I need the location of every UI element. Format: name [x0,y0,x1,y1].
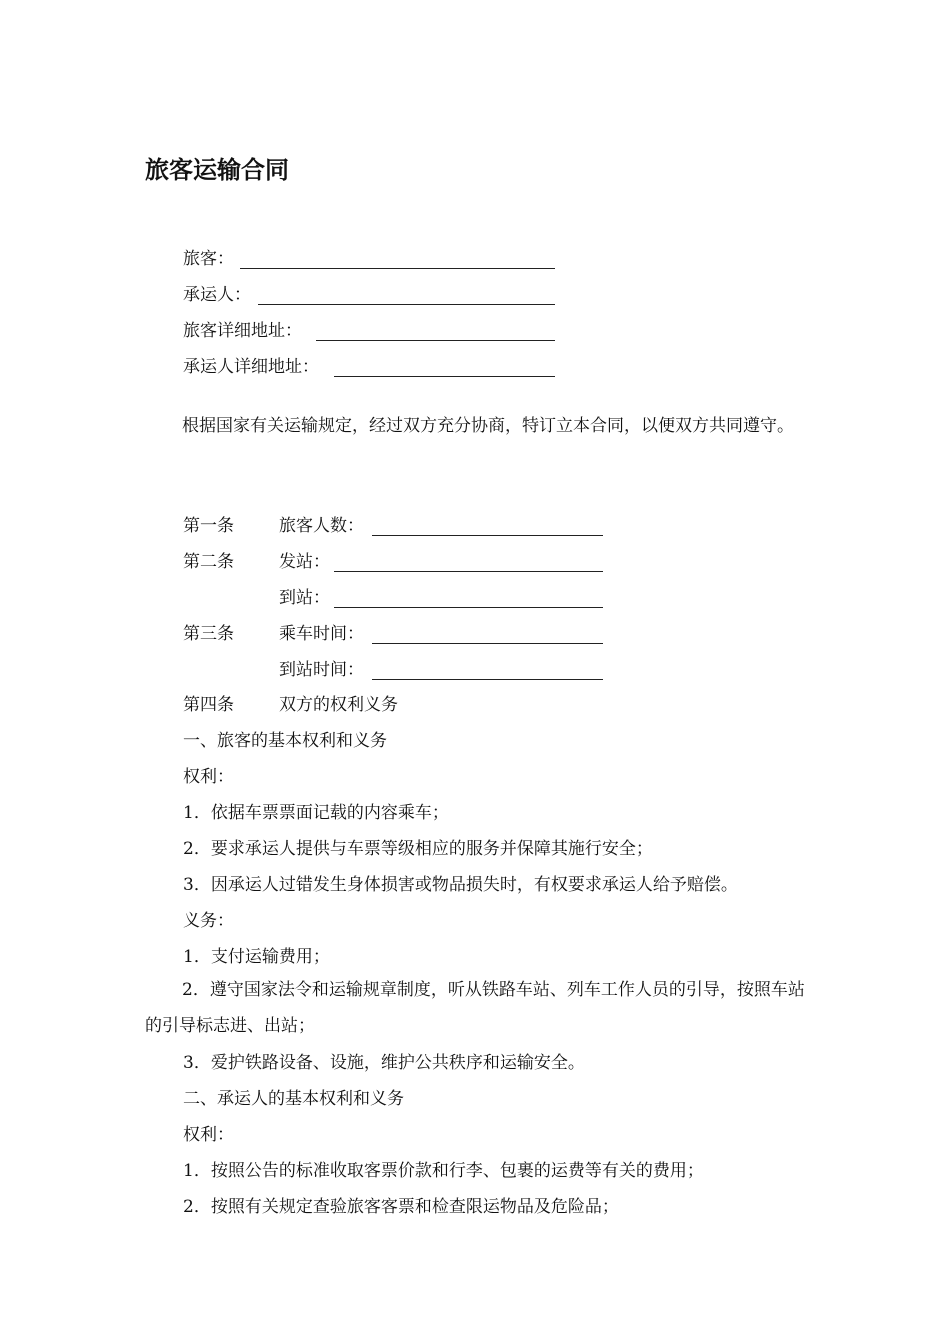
passenger-address-blank[interactable] [316,340,555,341]
carrier-blank[interactable] [258,304,555,305]
boarding-time-label: 乘车时间： [279,624,364,644]
carrier-address-label: 承运人详细地址： [183,357,319,377]
section-2-rights-label: 权利： [183,1125,234,1145]
arrival-station-blank[interactable] [334,607,603,608]
preamble: 根据国家有关运输规定，经过双方充分协商，特订立本合同，以便双方共同遵守。 [182,416,794,436]
section-1-rights-label: 权利： [183,767,234,787]
carrier-right-2: 2．按照有关规定查验旅客客票和检查限运物品及危险品； [183,1197,619,1217]
carrier-label: 承运人： [183,285,251,305]
passenger-duty-1: 1．支付运输费用； [183,947,330,967]
arrival-station-label: 到站： [279,588,330,608]
passenger-duty-2: 2．遵守国家法令和运输规章制度，听从铁路车站、列车工作人员的引导，按照车站的引导标志进、出站； [145,980,805,1036]
departure-station-blank[interactable] [334,571,603,572]
section-1-duties-label: 义务： [183,911,234,931]
article-4-title: 双方的权利义务 [279,695,398,715]
passenger-right-2: 2．要求承运人提供与车票等级相应的服务并保障其施行安全； [183,839,653,859]
departure-station-label: 发站： [279,552,330,572]
carrier-right-1: 1．按照公告的标准收取客票价款和行李、包裹的运费等有关的费用； [183,1161,704,1181]
section-2-heading: 二、承运人的基本权利和义务 [183,1089,404,1109]
document-title: 旅客运输合同 [145,156,289,184]
arrival-time-label: 到站时间： [279,660,364,680]
passenger-blank[interactable] [240,268,555,269]
article-4-label: 第四条 [183,695,234,715]
boarding-time-blank[interactable] [372,643,603,644]
passenger-duty-3: 3．爱护铁路设备、设施，维护公共秩序和运输安全。 [183,1053,585,1073]
article-3-label: 第三条 [183,624,234,644]
passenger-right-3: 3．因承运人过错发生身体损害或物品损失时，有权要求承运人给予赔偿。 [183,875,738,895]
section-1-heading: 一、旅客的基本权利和义务 [183,731,387,751]
article-2-label: 第二条 [183,552,234,572]
passenger-right-1: 1．依据车票票面记载的内容乘车； [183,803,449,823]
passenger-address-label: 旅客详细地址： [183,321,302,341]
passenger-count-blank[interactable] [372,535,603,536]
carrier-address-blank[interactable] [334,376,555,377]
article-1-label: 第一条 [183,516,234,536]
passenger-count-label: 旅客人数： [279,516,364,536]
arrival-time-blank[interactable] [372,679,603,680]
passenger-label: 旅客： [183,249,234,269]
